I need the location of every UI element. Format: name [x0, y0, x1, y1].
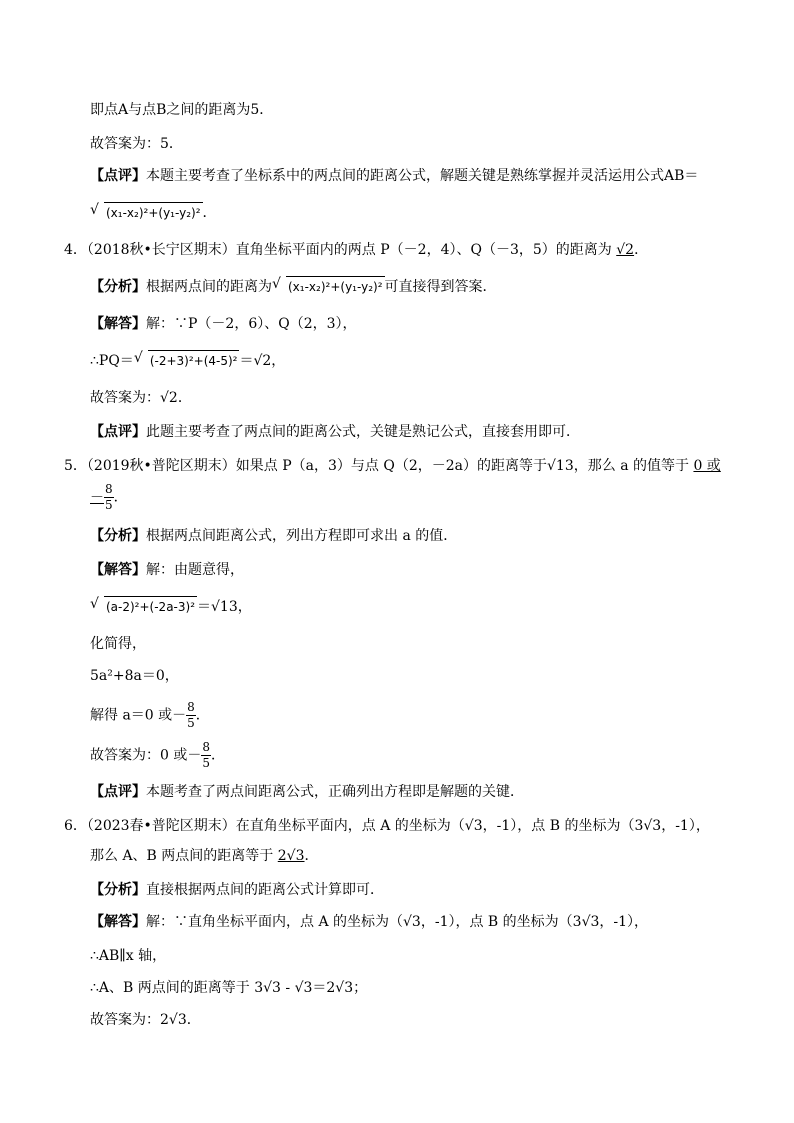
calc-result: ＝√2， [239, 353, 286, 369]
radicand: (x₁-x₂)²+(y₁-y₂)² [286, 276, 385, 297]
analysis-text-end: 可直接得到答案． [384, 279, 497, 295]
solution-text: 解：由题意得， [146, 562, 244, 578]
answer-line: 故答案为：2√3． [90, 1012, 201, 1028]
solution-line [90, 314, 357, 334]
text-line: 故答案为：5． [90, 136, 183, 152]
answer-line: 故答案为：√2． [90, 390, 192, 406]
fraction [186, 700, 196, 731]
text-line: ∴AB∥x 轴， [90, 948, 167, 964]
analysis-tag: 【分析】 [90, 882, 146, 898]
analysis-tag: 【分析】 [90, 279, 146, 295]
radicand: (-2+3)²+(4-5)² [148, 350, 240, 371]
equation-line [90, 596, 252, 617]
solution-value: 解得 a＝0 或－ [90, 707, 187, 724]
fraction [201, 740, 211, 771]
answer-blank: 0 或 [693, 458, 721, 474]
comment-text: 本题考查了两点间距离公式，正确列出方程即是解题的关键． [146, 784, 524, 800]
numerator: 8 [202, 740, 210, 754]
answer-blank: 2√3 [277, 848, 305, 864]
denominator: 5 [187, 716, 195, 730]
answer-fraction-line: － $\frac{8}{5}$ ． [90, 482, 128, 512]
comment-tag: 【点评】 [90, 784, 146, 800]
analysis-text: 根据两点间的距离为 [146, 279, 272, 295]
solution-tag: 【解答】 [90, 914, 146, 930]
answer-blank-cont: － $\frac{8}{5}$ [90, 482, 113, 512]
question-text: 4．（2018秋•长宁区期末）直角坐标平面内的两点 P（－2，4）、Q（－3，5）的距离为 [64, 242, 612, 258]
comment-line [90, 166, 698, 186]
question-text: 5．（2019秋•普陀区期末）如果点 P（a，3）与点 Q（2，－2a）的距离等于√13，那么 a 的值等于 [64, 458, 689, 474]
solution-tag: 【解答】 [90, 316, 146, 332]
period: ． [304, 848, 319, 864]
solution-line [90, 912, 648, 932]
denominator: 5 [202, 756, 210, 770]
analysis-text: 根据两点间距离公式，列出方程即可求出 a 的值． [146, 528, 458, 544]
solution-text: 解：∵P（－2，6）、Q（2，3）， [146, 316, 357, 332]
solution-text: 解：∵直角坐标平面内，点 A 的坐标为（√3，-1），点 B 的坐标为（3√3，-1）， [146, 914, 649, 930]
answer-blank: √2 [616, 242, 635, 258]
question-text: 那么 A、B 两点间的距离等于 [90, 848, 274, 864]
solution-tag: 【解答】 [90, 562, 146, 578]
radicand: (a-2)²+(-2a-3)² [104, 596, 197, 617]
question-6: 6．（2023春•普陀区期末）在直角坐标平面内，点 A 的坐标为（√3，-1），点 B 的坐标为（3√3，-1）， [64, 818, 710, 834]
solution-value-line: 解得 a＝0 或－ $\frac{8}{5}$ ． [90, 700, 210, 730]
solution-line [90, 560, 244, 580]
equation-result: ＝√13， [197, 599, 252, 615]
text-line: ∴A、B 两点间的距离等于 3√3 - √3＝2√3； [90, 980, 368, 996]
answer-line: 故答案为：0 或－ $\frac{8}{5}$ ． [90, 740, 225, 770]
analysis-line [90, 526, 457, 546]
question-4 [64, 240, 648, 260]
comment-tag: 【点评】 [90, 168, 146, 184]
sqrt-formula [134, 350, 240, 371]
question-5 [64, 456, 721, 476]
sqrt-formula [272, 276, 385, 297]
text-line: 5a²+8a＝0， [90, 668, 179, 684]
comment-tag: 【点评】 [90, 424, 146, 440]
analysis-tag: 【分析】 [90, 528, 146, 544]
comment-line [90, 422, 580, 442]
comment-line [90, 782, 524, 802]
analysis-text: 直接根据两点间的距离公式计算即可． [146, 882, 384, 898]
numerator: 8 [105, 482, 113, 496]
comment-text: 此题主要考查了两点间的距离公式，关键是熟记公式，直接套用即可． [146, 424, 580, 440]
radicand: (x₁-x₂)²+(y₁-y₂)² [104, 202, 203, 223]
sqrt-formula [90, 596, 197, 617]
text-line: 即点A与点B之间的距离为5． [90, 102, 274, 118]
numerator: 8 [187, 700, 195, 714]
period: ． [634, 242, 649, 258]
denominator: 5 [105, 498, 113, 512]
fraction [104, 482, 114, 513]
question-6-cont [90, 846, 319, 866]
calc-prefix: ∴PQ＝ [90, 353, 134, 369]
text-line: 化简得， [90, 636, 146, 652]
period: ． [202, 205, 217, 221]
analysis-line [90, 276, 497, 297]
analysis-line [90, 880, 384, 900]
answer-text: 故答案为：0 或－ [90, 747, 202, 764]
comment-text: 本题主要考查了坐标系中的两点间的距离公式，解题关键是熟练掌握并灵活运用公式AB＝ [146, 168, 699, 184]
calc-line [90, 350, 285, 371]
sqrt-formula [90, 202, 203, 223]
formula-line [90, 202, 217, 223]
